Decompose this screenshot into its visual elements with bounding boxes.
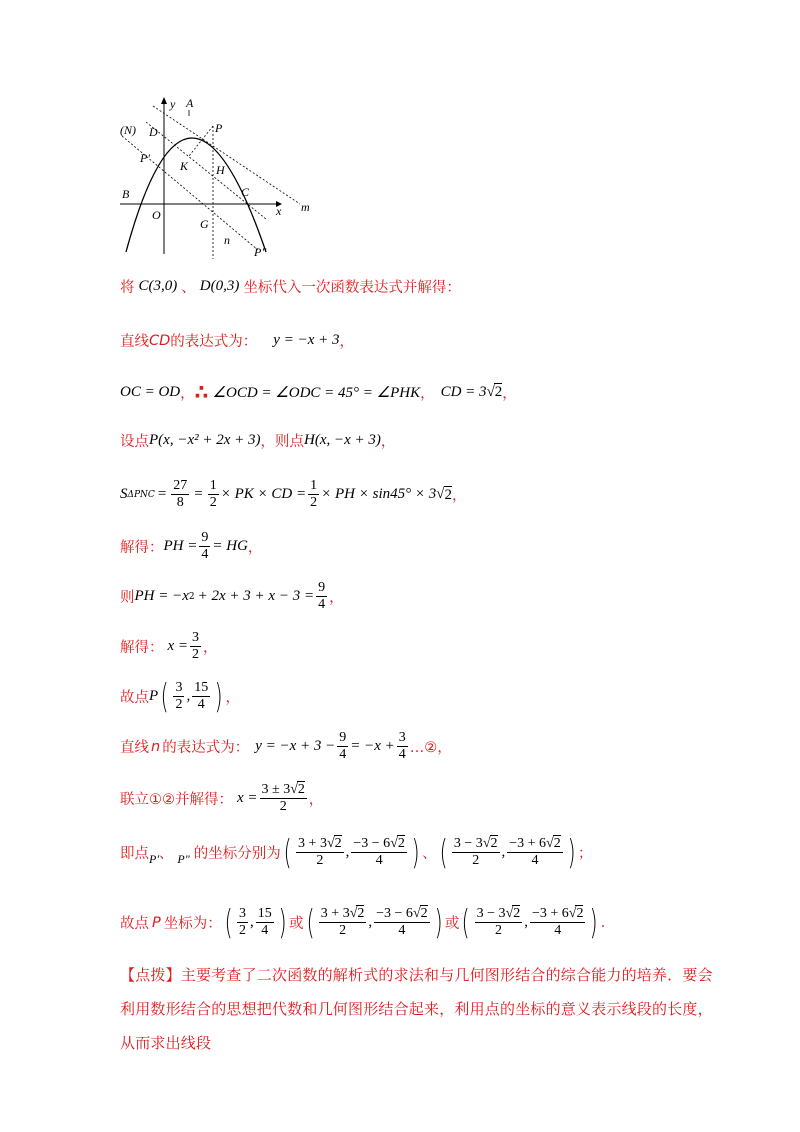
- radicand: 2: [494, 384, 503, 400]
- fraction: $\frac{-3 + 6√2}{4}$: [509, 836, 561, 868]
- text: P: [152, 914, 161, 931]
- label-p-prime: P': [140, 151, 150, 165]
- text: 解得：: [120, 540, 164, 556]
- label-y: y: [170, 97, 176, 111]
- fraction: $\frac{15}{4}$: [194, 680, 209, 712]
- solution-line-10: [120, 730, 452, 763]
- tip-paragraph: 【点拨】主要考查了二次函数的解析式的求法和与几何图形结合的综合能力的培养．要会利用数形结合的思想把代数和几何图形结合起来，利用点的坐标的意义表示线段的长度，从而求出线段: [120, 966, 713, 1052]
- paren: (: [160, 676, 169, 717]
- label-h: H: [216, 163, 225, 177]
- fraction: $\frac{-3 + 6√2}{4}$: [532, 906, 584, 938]
- paren: ): [590, 902, 599, 943]
- fraction: $\frac{9}{4}$: [318, 580, 326, 612]
- paren: ): [411, 832, 420, 873]
- text: × PK × CD =: [220, 486, 307, 502]
- segment-pk: [189, 126, 213, 156]
- fraction: $\frac{1}{2}$: [310, 478, 318, 510]
- label-b: B: [122, 187, 130, 201]
- fraction: $\frac{3 \pm 3√2}{2}$: [261, 782, 305, 814]
- text: 则: [120, 590, 135, 606]
- fraction: $\frac{3 - 3√2}{2}$: [453, 836, 498, 868]
- equation: + 2x + 3 + x − 3 =: [197, 588, 315, 604]
- fraction: $\frac{3 - 3√2}{2}$: [476, 906, 521, 938]
- equation: = HG: [212, 538, 248, 554]
- label-n-line: n: [224, 233, 230, 247]
- text: × PH × sin45° × 3: [321, 486, 437, 502]
- exponent: 2: [188, 591, 195, 602]
- text: ，则点: [260, 434, 304, 450]
- equation: CD = 3: [440, 383, 487, 400]
- y-axis-arrow: [161, 97, 167, 104]
- text: 、: [181, 280, 196, 296]
- solution-line-1: [120, 276, 461, 297]
- radicand: 2: [444, 486, 452, 503]
- point-p: P(x, −x² + 2x + 3): [149, 432, 261, 448]
- equation: x =: [167, 638, 189, 654]
- label-c: C: [241, 185, 250, 199]
- text: 或: [444, 916, 460, 932]
- paren: (: [306, 902, 315, 943]
- text: 的坐标分别为: [193, 846, 281, 862]
- solution-line-11: [120, 782, 323, 815]
- text: CD: [149, 332, 171, 349]
- text: 或: [289, 916, 304, 932]
- label-o: O: [152, 208, 161, 222]
- fraction: $\frac{3 + 3√2}{2}$: [298, 836, 342, 868]
- fraction: $\frac{3}{2}$: [239, 906, 247, 938]
- solution-line-12: 即点 P' 、 P" 的坐标分别为 ( $\frac{3 + 3√2}{2}$ , $\frac{-3 - 6√2}{4}$ ) 、 ( $\frac{3 - 3√2}{2}$ , $\frac{-3 + 6√2}{4}$ ) ；: [120, 832, 593, 873]
- text: ，: [502, 385, 517, 402]
- solution-line-2: [120, 330, 354, 351]
- text: 坐标代入一次函数表达式并解得：: [243, 280, 461, 296]
- label-x: x: [276, 204, 282, 218]
- equation: ∠OCD = ∠ODC = 45° = ∠PHK: [212, 384, 421, 401]
- fraction: $\frac{15}{4}$: [257, 906, 272, 938]
- fraction: $\frac{3}{2}$: [192, 630, 200, 662]
- text: 将: [120, 280, 135, 296]
- text: 直线: [120, 334, 149, 350]
- solution-line-5: [120, 478, 467, 511]
- text: 即点: [120, 846, 149, 862]
- text: 故点: [120, 690, 149, 706]
- sqrt-icon: √: [436, 486, 445, 502]
- text: n: [151, 738, 161, 755]
- text: =: [194, 486, 203, 502]
- text: 直线: [120, 740, 149, 756]
- text: ，: [420, 385, 435, 402]
- equation: PH =: [163, 538, 198, 554]
- point-c: C(3,0): [138, 278, 178, 294]
- paren: (: [439, 832, 448, 873]
- text: ,: [186, 688, 191, 704]
- equation: PH = −x: [134, 588, 189, 604]
- text: .: [600, 914, 606, 931]
- paren: (: [224, 902, 233, 943]
- label-p: P: [215, 121, 223, 135]
- therefore-symbol: ∴: [194, 380, 209, 404]
- solution-line-6: [120, 530, 262, 563]
- text: ，: [308, 792, 324, 808]
- text: ，: [380, 434, 396, 450]
- solution-line-3: [120, 380, 517, 404]
- point-p-double-prime: P": [177, 852, 190, 866]
- text: ，: [339, 334, 354, 350]
- equation: = −x +: [350, 738, 395, 754]
- text: 的表达式为：: [162, 740, 250, 756]
- text: 、: [422, 846, 437, 862]
- text: =: [157, 486, 167, 502]
- area-subscript: ΔPNC: [127, 489, 155, 500]
- point-p: P: [149, 688, 159, 704]
- equation: x =: [237, 790, 258, 806]
- sqrt-icon: √: [486, 383, 495, 400]
- label-p-double: P": [254, 245, 267, 259]
- text: 解得：: [120, 640, 164, 656]
- text: ，: [329, 590, 344, 606]
- text: 坐标为：: [163, 916, 222, 932]
- text: 联立①②并解得：: [120, 792, 233, 808]
- point-d: D(0,3): [199, 278, 240, 294]
- fraction: $\frac{3 + 3√2}{2}$: [320, 906, 365, 938]
- point-p-prime: P': [149, 852, 159, 866]
- text: ，: [225, 690, 240, 706]
- fraction: $\frac{3}{2}$: [175, 680, 183, 712]
- text: ，: [203, 640, 218, 656]
- text: ，: [247, 540, 263, 556]
- fraction: $\frac{27}{8}$: [173, 478, 188, 510]
- area-symbol: S: [120, 486, 128, 502]
- text: 的表达式为：: [170, 334, 258, 350]
- text: ，: [180, 385, 195, 402]
- label-d: D: [149, 125, 158, 139]
- label-n-point: (N): [120, 123, 136, 137]
- label-a: A: [186, 96, 194, 110]
- paren: ): [434, 902, 443, 943]
- line-m: [153, 106, 300, 204]
- paren: ): [567, 832, 576, 873]
- solution-line-4: [120, 430, 395, 451]
- text: 、: [158, 846, 174, 862]
- paren: (: [283, 832, 292, 873]
- paren: (: [462, 902, 471, 943]
- equation: OC = OD: [120, 383, 181, 400]
- fraction: $\frac{1}{2}$: [209, 478, 217, 510]
- text: …②，: [409, 740, 452, 756]
- label-m: m: [301, 200, 310, 214]
- parabola-figure: [118, 94, 318, 264]
- text: 设点: [120, 434, 149, 450]
- fraction: $\frac{-3 - 6√2}{4}$: [353, 836, 405, 868]
- equation: y = −x + 3 −: [255, 738, 336, 754]
- solution-line-13: 故点 P 坐标为： ( $\frac{3}{2}$ , $\frac{15}{4}$ ) 或 ( $\frac{3 + 3√2}{2}$ , $\frac{-3 - 6√2}{4}$ ) 或 ( $\frac{3 - 3√2}{2}$ , $\frac{-3 + 6√2}{4}$ ) .: [120, 902, 606, 943]
- text: 故点: [120, 916, 149, 932]
- fraction: $\frac{3}{4}$: [398, 730, 406, 762]
- paren: ): [214, 676, 223, 717]
- text: ，: [452, 488, 467, 504]
- solution-line-8: [120, 630, 218, 663]
- fraction: $\frac{9}{4}$: [339, 730, 347, 762]
- label-g: G: [200, 217, 209, 231]
- solution-line-7: [120, 580, 344, 613]
- text: ；: [578, 846, 593, 862]
- solution-line-9: [120, 676, 240, 717]
- line-cd-expression: y = −x + 3: [273, 332, 340, 348]
- fraction: $\frac{-3 - 6√2}{4}$: [376, 906, 428, 938]
- label-k: K: [180, 159, 189, 173]
- paren: ): [278, 902, 287, 943]
- point-h: H(x, −x + 3): [304, 432, 381, 448]
- fraction: $\frac{9}{4}$: [201, 530, 209, 562]
